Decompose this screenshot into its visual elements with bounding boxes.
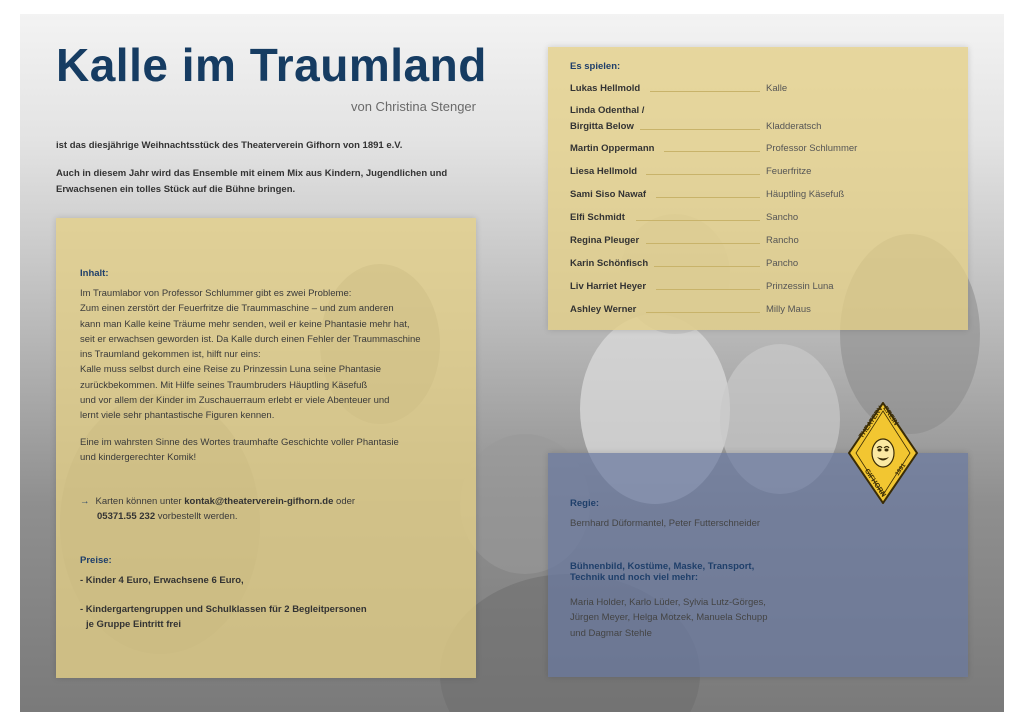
theaterverein-logo [848,402,918,504]
inhalt-line: zurückbekommen. Mit Hilfe seines Traumbruders Häuptling Käsefuß [80,379,368,391]
stage-heading-line: Technik und noch viel mehr: [570,572,699,583]
cast-role: Milly Maus [766,304,811,315]
cast-panel [548,47,968,330]
ticket-prefix: Karten können unter [95,496,182,507]
author-line: von Christina Stenger [350,99,476,114]
intro-line-3: Erwachsenen ein tolles Stück auf die Bühne bringen. [56,184,296,195]
preise-heading: Preise: [80,555,112,566]
leader-line [664,151,760,152]
ticket-email-link[interactable]: kontak@theaterverein-gifhorn.de [184,496,334,507]
cast-role: Sancho [766,212,799,223]
inhalt-closing [80,435,399,466]
inhalt-line: Im Traumlabor von Professor Schlummer gibt es zwei Probleme: [80,288,352,299]
cast-role: Feuerfritze [766,166,812,177]
leader-line [646,243,760,244]
cast-name: Sami Siso Nawaf [570,189,647,200]
leader-line [654,266,760,267]
regie-names: Bernhard Düformantel, Peter Futterschneider [570,518,761,529]
inhalt-line: kann man Kalle keine Träume mehr senden, weil er keine Phantasie mehr hat, [80,318,410,330]
leader-line [656,289,760,290]
cast-name: Ashley Werner [570,304,637,315]
intro-line-1: ist das diesjährige Weihnachtsstück des Theaterverein Gifhorn von 1891 e.V. [56,140,403,151]
inhalt-closing-line: und kindergerechter Komik! [80,452,197,464]
logo-year: 1891 [894,462,908,478]
inhalt-line: seit er erwachsen geworden ist. Da Kalle durch einen Fehler der Traummaschine [80,333,421,345]
cast-role: Kladderatsch [766,121,822,132]
logo-top-text: THEATERVEREIN [858,405,900,440]
cast-name: Elfi Schmidt [570,212,625,223]
logo-bottom-text: GIFHORN [862,467,887,499]
regie-heading: Regie: [570,498,600,509]
inhalt-line: Zum einen zerstört der Feuerfritze die Traummaschine – und zum anderen [80,303,394,315]
cast-role: Rancho [766,235,799,246]
preise-item-2 [80,602,367,633]
cast-role: Kalle [766,83,788,94]
cast-name: Lukas Hellmold [570,83,641,94]
ticket-phone: 05371.55 232 [97,511,156,523]
stage-crew-line: Maria Holder, Karlo Lüder, Sylvia Lutz-Görges, [570,597,766,608]
cast-name: Karin Schönfisch [570,258,649,269]
cast-name: Linda Odenthal / [570,105,645,116]
cast-name: Martin Oppermann [570,143,655,154]
ticket-suffix: vorbestellt werden. [157,511,238,523]
cast-role: Pancho [766,258,799,269]
stage-heading-line: Bühnenbild, Kostüme, Maske, Transport, [570,561,755,572]
stage-heading [570,561,754,583]
leader-line [640,129,760,130]
inhalt-line: und vor allem der Kinder im Zuschauerraum erlebt er viele Abenteuer und [80,395,390,407]
inhalt-line: lernt viele sehr phantastische Figuren kennen. [80,410,275,422]
inhalt-line: ins Traumland gekommen ist, hilft nur eins: [80,349,261,361]
cast-name: Regina Pleuger [570,235,640,246]
theater-mask-icon [872,439,894,467]
cast-role: Prinzessin Luna [766,281,834,292]
leader-line [656,197,760,198]
cast-name: Liesa Hellmold [570,166,638,177]
leader-line [650,91,760,92]
preise-item-1: - Kinder 4 Euro, Erwachsene 6 Euro, [80,575,244,586]
stage-crew-names [570,595,768,641]
inhalt-closing-line: Eine im wahrsten Sinne des Wortes traumhafte Geschichte voller Phantasie [80,437,399,448]
ticket-info [80,494,355,525]
preise-item-2-line: - Kindergartengruppen und Schulklassen für 2 Begleitpersonen [80,604,367,615]
stage-crew-line: und Dagmar Stehle [570,627,652,639]
arrow-icon: → [80,496,90,507]
cast-role: Häuptling Käsefuß [766,189,845,200]
ticket-mid: oder [336,496,356,507]
intro-line-2: Auch in diesem Jahr wird das Ensemble mit einem Mix aus Kindern, Jugendlichen und [56,168,448,179]
leader-line [646,312,760,313]
stage-crew-line: Jürgen Meyer, Helga Motzek, Manuela Schupp [570,612,768,624]
cast-heading: Es spielen: [570,61,621,72]
page-title: Kalle im Traumland [56,39,487,91]
cast-name: Liv Harriet Heyer [570,281,647,292]
cast-name: Birgitta Below [570,121,634,132]
inhalt-line: Kalle muss selbst durch eine Reise zu Prinzessin Luna seine Phantasie [80,364,381,376]
inhalt-heading: Inhalt: [80,268,109,279]
cast-role: Professor Schlummer [766,143,858,154]
inhalt-text [80,286,421,424]
leader-line [646,174,760,175]
inhalt-panel [56,218,476,678]
preise-item-2-line: je Gruppe Eintritt frei [86,619,182,631]
leader-line [636,220,760,221]
